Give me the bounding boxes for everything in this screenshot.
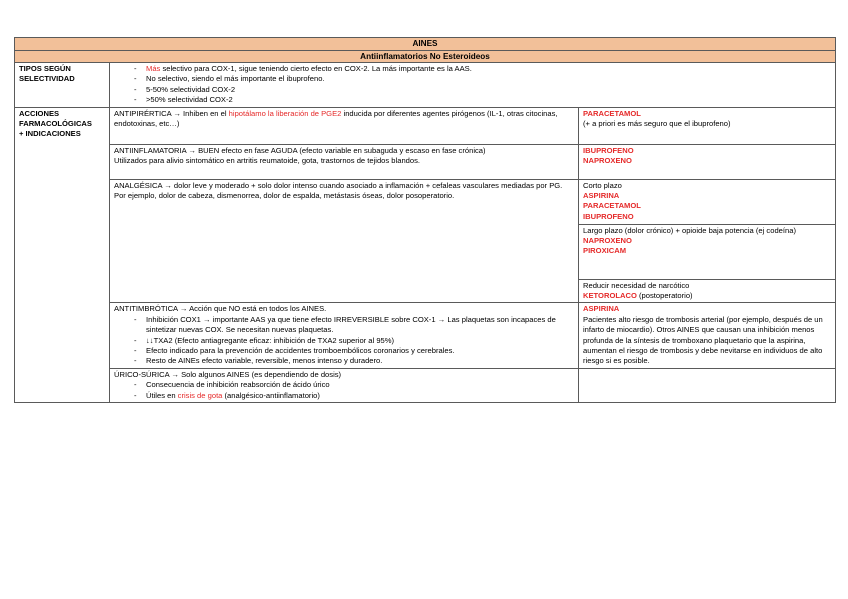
antipiretica-text: ANTIPIRÉRTICA → Inhiben en el hipotálamo la liberación de PGE2 inducida por diferentes agentes pirógenos (IL-1, otras citocinas, endotoxinas, etc…) xyxy=(110,107,579,144)
selectividad-label: TIPOS SEGÚN SELECTIVIDAD xyxy=(15,63,110,108)
list-item: - >50% selectividad COX-2 xyxy=(136,95,832,105)
uricosurica-text: ÚRICO-SÚRICA → Solo algunos AINES (es dependiendo de dosis) - Consecuencia de inhibición reabsorción de ácido úrico - Útiles en crisis de gota (analgésico-antiinflamatorio) xyxy=(110,368,579,402)
table-subtitle: Antiinflamatorios No Esteroideos xyxy=(15,50,836,63)
drug-aspirina: ASPIRINA xyxy=(583,191,620,201)
list-item: - Consecuencia de inhibición reabsorción de ácido úrico xyxy=(136,380,575,390)
corto-plazo: Corto plazo ASPIRINA PARACETAMOL IBUPROFENO xyxy=(579,180,835,224)
drug-ibuprofeno: IBUPROFENO xyxy=(583,211,634,221)
list-item: - Útiles en crisis de gota (analgésico-antiinflamatorio) xyxy=(136,391,575,401)
list-item: - Inhibición COX1 → importante AAS ya que tiene efecto IRREVERSIBLE sobre COX-1 → Las plaquetas son incapaces de sintetizar nuevas COX. Se necesitan nuevas plaquetas. xyxy=(136,315,575,336)
list-item: - Más selectivo para COX-1, sigue teniendo cierto efecto en COX-2. La más importante es la AAS. xyxy=(136,64,832,74)
largo-plazo: Largo plazo (dolor crónico) + opioide baja potencia (ej codeína) NAPROXENO PIROXICAM xyxy=(579,224,835,279)
selectividad-list xyxy=(114,64,832,106)
antipiretica-row xyxy=(15,107,836,144)
antiinflamatoria-row xyxy=(15,144,836,179)
antipiretica-drugs: PARACETAMOL (+ a priori es más seguro que el ibuprofeno) xyxy=(579,107,836,144)
drug-ibuprofeno: IBUPROFENO xyxy=(583,145,634,155)
acciones-label: ACCIONES FARMACOLÓGICAS + INDICACIONES xyxy=(15,107,110,402)
antitrombotica-list xyxy=(114,315,575,367)
antitrombotica-text: ANTITIMBRÓTICA → Acción que NO está en todos los AINES. - Inhibición COX1 → importante AAS ya que tiene efecto IRREVERSIBLE sobre COX-1 → Las plaquetas son incapaces de sintetizar nuevas COX. Se necesitan nuevas plaquetas. - ↓↓TXA2 (Efecto antiagregante eficaz: inhibición de TXA2 superior al 95%) - Efecto indicado para la prevención de accidentes tromboembólicos coronarios y cerebrales. - Resto de AINEs efecto variable, reversible, menos intenso y duradero. xyxy=(110,303,579,368)
drug-ketorolaco: KETOROLACO xyxy=(583,291,637,301)
antiinflamatoria-text: ANTIINFLAMATORIA → BUEN efecto en fase AGUDA (efecto variable en subaguda y escaso en fase crónica) Utilizados para alivio sintomático en artritis reumatoide, gota, trastornos de tejidos blandos. xyxy=(110,144,579,179)
drug-paracetamol: PARACETAMOL xyxy=(583,108,641,118)
list-item: - Resto de AINEs efecto variable, reversible, menos intenso y duradero. xyxy=(136,356,575,366)
table-title: AINES xyxy=(15,38,836,51)
drug-naproxeno: NAPROXENO xyxy=(583,236,632,246)
drug-piroxicam: PIROXICAM xyxy=(583,246,627,256)
aines-table xyxy=(14,37,836,403)
list-item: - ↓↓TXA2 (Efecto antiagregante eficaz: inhibición de TXA2 superior al 95%) xyxy=(136,336,575,346)
drug-aspirina: ASPIRINA xyxy=(583,304,620,314)
antiinflamatoria-drugs xyxy=(579,144,836,179)
list-item: - Efecto indicado para la prevención de accidentes tromboembólicos coronarios y cerebrales. xyxy=(136,346,575,356)
selectividad-content xyxy=(110,63,836,108)
subtitle-row xyxy=(15,50,836,63)
uricosurica-row xyxy=(15,368,836,402)
title-row xyxy=(15,38,836,51)
analgesica-row xyxy=(15,179,836,303)
analgesica-text: ANALGÉSICA → dolor leve y moderado + solo dolor intenso cuando asociado a inflamación + cefaleas vasculares mediadas por PG. Por ejemplo, dolor de cabeza, dismenorrea, dolor de espalda, metástasis óseas, dolor posoperatorio. xyxy=(110,179,579,303)
drug-paracetamol: PARACETAMOL xyxy=(583,201,641,211)
antitrombotica-row xyxy=(15,303,836,368)
uricosurica-drugs xyxy=(579,368,836,402)
list-item: - No selectivo, siendo el más importante el ibuprofeno. xyxy=(136,74,832,84)
selectividad-row xyxy=(15,63,836,108)
uricosurica-list xyxy=(114,380,575,401)
list-item: - 5-50% selectividad COX-2 xyxy=(136,85,832,95)
analgesica-drugs xyxy=(579,179,836,303)
drug-naproxeno: NAPROXENO xyxy=(583,156,632,166)
antitrombotica-drugs: ASPIRINA Pacientes alto riesgo de trombosis arterial (por ejemplo, después de un infarto de miocardio). Otros AINES que causan una inhibición menos profunda de la síntesis de tromboxano plaquetario que la aspirina, aumentan el riesgo de trombosis y debe nevitarse en individuos de alto riesgo si es posible. xyxy=(579,303,836,368)
reducir-narcotico: Reducir necesidad de narcótico KETOROLACO (postoperatorio) xyxy=(579,279,835,303)
